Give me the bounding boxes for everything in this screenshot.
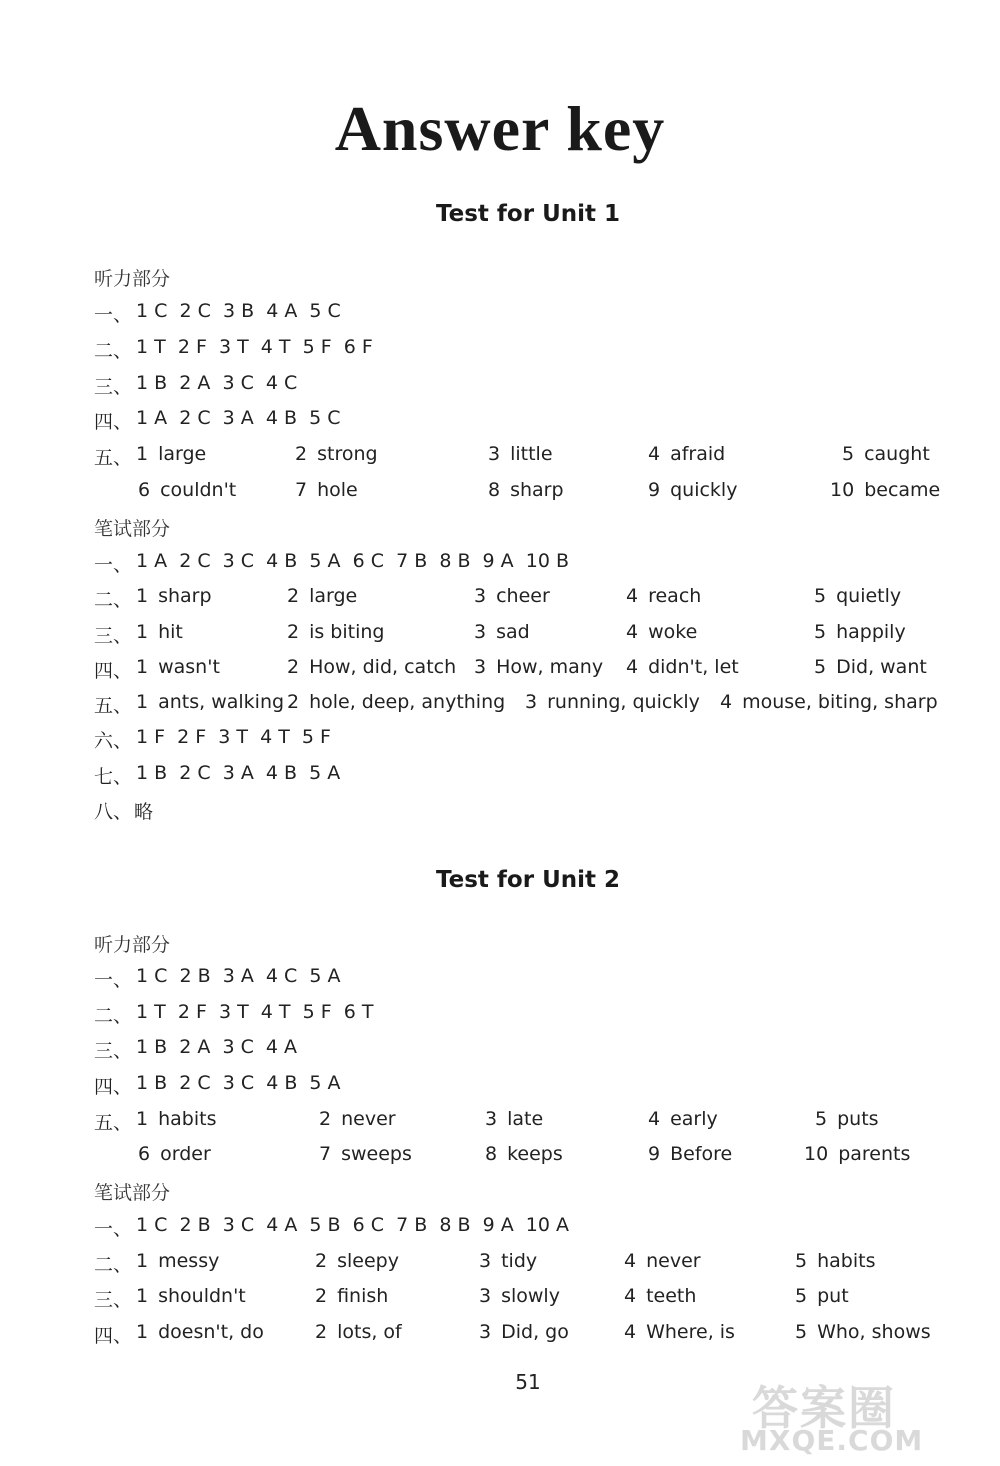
answer-cell: 4 early (648, 1108, 718, 1130)
watermark-logo (740, 1372, 990, 1462)
answer-cell: 2 How, did, catch (287, 656, 457, 678)
row-label: 三、 (94, 376, 133, 398)
unit1-listening-row-4 (94, 407, 974, 437)
row-answers: 1 A 2 C 3 A 4 B 5 C (136, 407, 341, 429)
row-label: 五、 (94, 447, 133, 469)
row-answers: 1 T 2 F 3 T 4 T 5 F 6 T (136, 1001, 374, 1023)
row-answers: 1 C 2 B 3 A 4 C 5 A (136, 965, 341, 987)
unit1-writing-row-4 (94, 656, 974, 686)
unit1-listening-row-2 (94, 336, 974, 366)
row-answers: 略 (134, 801, 154, 823)
unit1-writing-row-6 (94, 726, 974, 756)
unit1-listening-row-5b (94, 479, 974, 509)
unit1-listening-row-1 (94, 300, 974, 330)
answer-cell: 3 Did, go (479, 1321, 569, 1343)
answer-cell: 2 hole, deep, anything (287, 691, 506, 713)
unit1-writing-row-3 (94, 621, 974, 651)
unit2-listening-row-3 (94, 1036, 974, 1066)
unit2-listening-label: 听力部分 (94, 934, 171, 956)
unit2-listening-row-2 (94, 1001, 974, 1031)
unit1-listening-label: 听力部分 (94, 268, 171, 290)
answer-cell: 9 quickly (648, 479, 738, 501)
unit2-writing-row-1 (94, 1214, 974, 1244)
answer-cell: 3 little (488, 443, 553, 465)
unit2-writing-row-2 (94, 1250, 974, 1280)
unit1-listening-row-3 (94, 372, 974, 402)
answer-cell: 3 late (485, 1108, 544, 1130)
answer-cell: 4 reach (626, 585, 702, 607)
answer-cell: 2 is biting (287, 621, 385, 643)
row-label: 五、 (94, 1112, 133, 1134)
answer-cell: 3 cheer (474, 585, 550, 607)
answer-cell: 5 happily (814, 621, 906, 643)
row-answers: 1 B 2 C 3 A 4 B 5 A (136, 762, 341, 784)
unit2-listening-row-5a (94, 1108, 974, 1138)
answer-cell: 4 woke (626, 621, 698, 643)
page-title: Answer key (334, 93, 666, 164)
row-label: 二、 (94, 589, 133, 611)
answer-cell: 7 sweeps (319, 1143, 412, 1165)
unit1-heading: Test for Unit 1 (435, 201, 621, 227)
answer-cell: 1 messy (136, 1250, 220, 1272)
answer-cell: 4 didn't, let (626, 656, 739, 678)
row-label: 二、 (94, 1005, 133, 1027)
answer-cell: 2 large (287, 585, 358, 607)
watermark-en: MXQE.COM (740, 1424, 924, 1457)
answer-cell: 10 parents (804, 1143, 911, 1165)
answer-cell: 6 order (138, 1143, 211, 1165)
row-label: 七、 (94, 766, 133, 788)
answer-cell: 3 running, quickly (525, 691, 700, 713)
answer-cell: 3 How, many (474, 656, 604, 678)
answer-cell: 5 caught (842, 443, 930, 465)
row-label: 四、 (94, 1076, 133, 1098)
answer-cell: 3 sad (474, 621, 530, 643)
answer-cell: 1 ants, walking (136, 691, 285, 713)
answer-cell: 7 hole (295, 479, 358, 501)
answer-cell: 4 afraid (648, 443, 726, 465)
row-answers: 1 B 2 A 3 C 4 A (136, 1036, 298, 1058)
answer-cell: 1 large (136, 443, 207, 465)
row-label: 六、 (94, 730, 133, 752)
unit2-writing-row-4 (94, 1321, 974, 1351)
answer-cell: 1 wasn't (136, 656, 220, 678)
answer-cell: 4 mouse, biting, sharp (720, 691, 938, 713)
answer-cell: 8 sharp (488, 479, 564, 501)
answer-cell: 5 Did, want (814, 656, 927, 678)
row-label: 四、 (94, 411, 133, 433)
answer-cell: 4 never (624, 1250, 701, 1272)
unit1-writing-label: 笔试部分 (94, 518, 171, 540)
answer-cell: 5 habits (795, 1250, 876, 1272)
row-answers: 1 F 2 F 3 T 4 T 5 F (136, 726, 331, 748)
row-label: 三、 (94, 625, 133, 647)
row-label: 五、 (94, 695, 133, 717)
unit2-listening-row-5b (94, 1143, 974, 1173)
row-answers: 1 B 2 A 3 C 4 C (136, 372, 298, 394)
row-label: 三、 (94, 1289, 133, 1311)
row-answers: 1 C 2 B 3 C 4 A 5 B 6 C 7 B 8 B 9 A 10 A (136, 1214, 570, 1236)
answer-cell: 2 sleepy (315, 1250, 399, 1272)
answer-cell: 5 puts (815, 1108, 879, 1130)
row-label: 四、 (94, 1325, 133, 1347)
answer-cell: 2 strong (295, 443, 378, 465)
row-label: 二、 (94, 340, 133, 362)
unit2-writing-label: 笔试部分 (94, 1182, 171, 1204)
unit2-listening-row-1 (94, 965, 974, 995)
answer-cell: 8 keeps (485, 1143, 563, 1165)
unit1-writing-row-2 (94, 585, 974, 615)
row-answers: 1 T 2 F 3 T 4 T 5 F 6 F (136, 336, 373, 358)
row-label: 二、 (94, 1254, 133, 1276)
answer-cell: 1 shouldn't (136, 1285, 246, 1307)
row-answers: 1 A 2 C 3 C 4 B 5 A 6 C 7 B 8 B 9 A 10 B (136, 550, 570, 572)
row-label: 三、 (94, 1040, 133, 1062)
answer-cell: 5 Who, shows (795, 1321, 931, 1343)
row-label: 一、 (94, 304, 133, 326)
answer-cell: 1 hit (136, 621, 183, 643)
answer-cell: 4 teeth (624, 1285, 697, 1307)
row-label: 一、 (94, 969, 133, 991)
row-label: 四、 (94, 660, 133, 682)
answer-cell: 4 Where, is (624, 1321, 735, 1343)
row-label: 八、 (94, 801, 133, 823)
unit1-writing-row-5 (94, 691, 974, 721)
row-answers: 1 C 2 C 3 B 4 A 5 C (136, 300, 341, 322)
answer-cell: 5 put (795, 1285, 849, 1307)
page-number: 51 (515, 1370, 541, 1394)
unit2-heading: Test for Unit 2 (435, 867, 621, 893)
answer-cell: 3 slowly (479, 1285, 560, 1307)
answer-cell: 2 finish (315, 1285, 389, 1307)
answer-cell: 2 lots, of (315, 1321, 402, 1343)
answer-cell: 6 couldn't (138, 479, 237, 501)
row-label: 一、 (94, 554, 133, 576)
unit1-writing-row-8 (94, 797, 974, 827)
answer-cell: 5 quietly (814, 585, 902, 607)
answer-cell: 3 tidy (479, 1250, 538, 1272)
answer-cell: 1 doesn't, do (136, 1321, 264, 1343)
unit2-writing-row-3 (94, 1285, 974, 1315)
unit1-writing-row-1 (94, 550, 974, 580)
row-label: 一、 (94, 1218, 133, 1240)
answer-cell: 10 became (830, 479, 941, 501)
unit1-listening-row-5a (94, 443, 974, 473)
unit1-writing-row-7 (94, 762, 974, 792)
row-answers: 1 B 2 C 3 C 4 B 5 A (136, 1072, 341, 1094)
answer-cell: 1 habits (136, 1108, 217, 1130)
watermark-cn: 答案圈 (752, 1381, 896, 1435)
answer-cell: 9 Before (648, 1143, 733, 1165)
unit2-listening-row-4 (94, 1072, 974, 1102)
answer-cell: 2 never (319, 1108, 396, 1130)
answer-cell: 1 sharp (136, 585, 212, 607)
